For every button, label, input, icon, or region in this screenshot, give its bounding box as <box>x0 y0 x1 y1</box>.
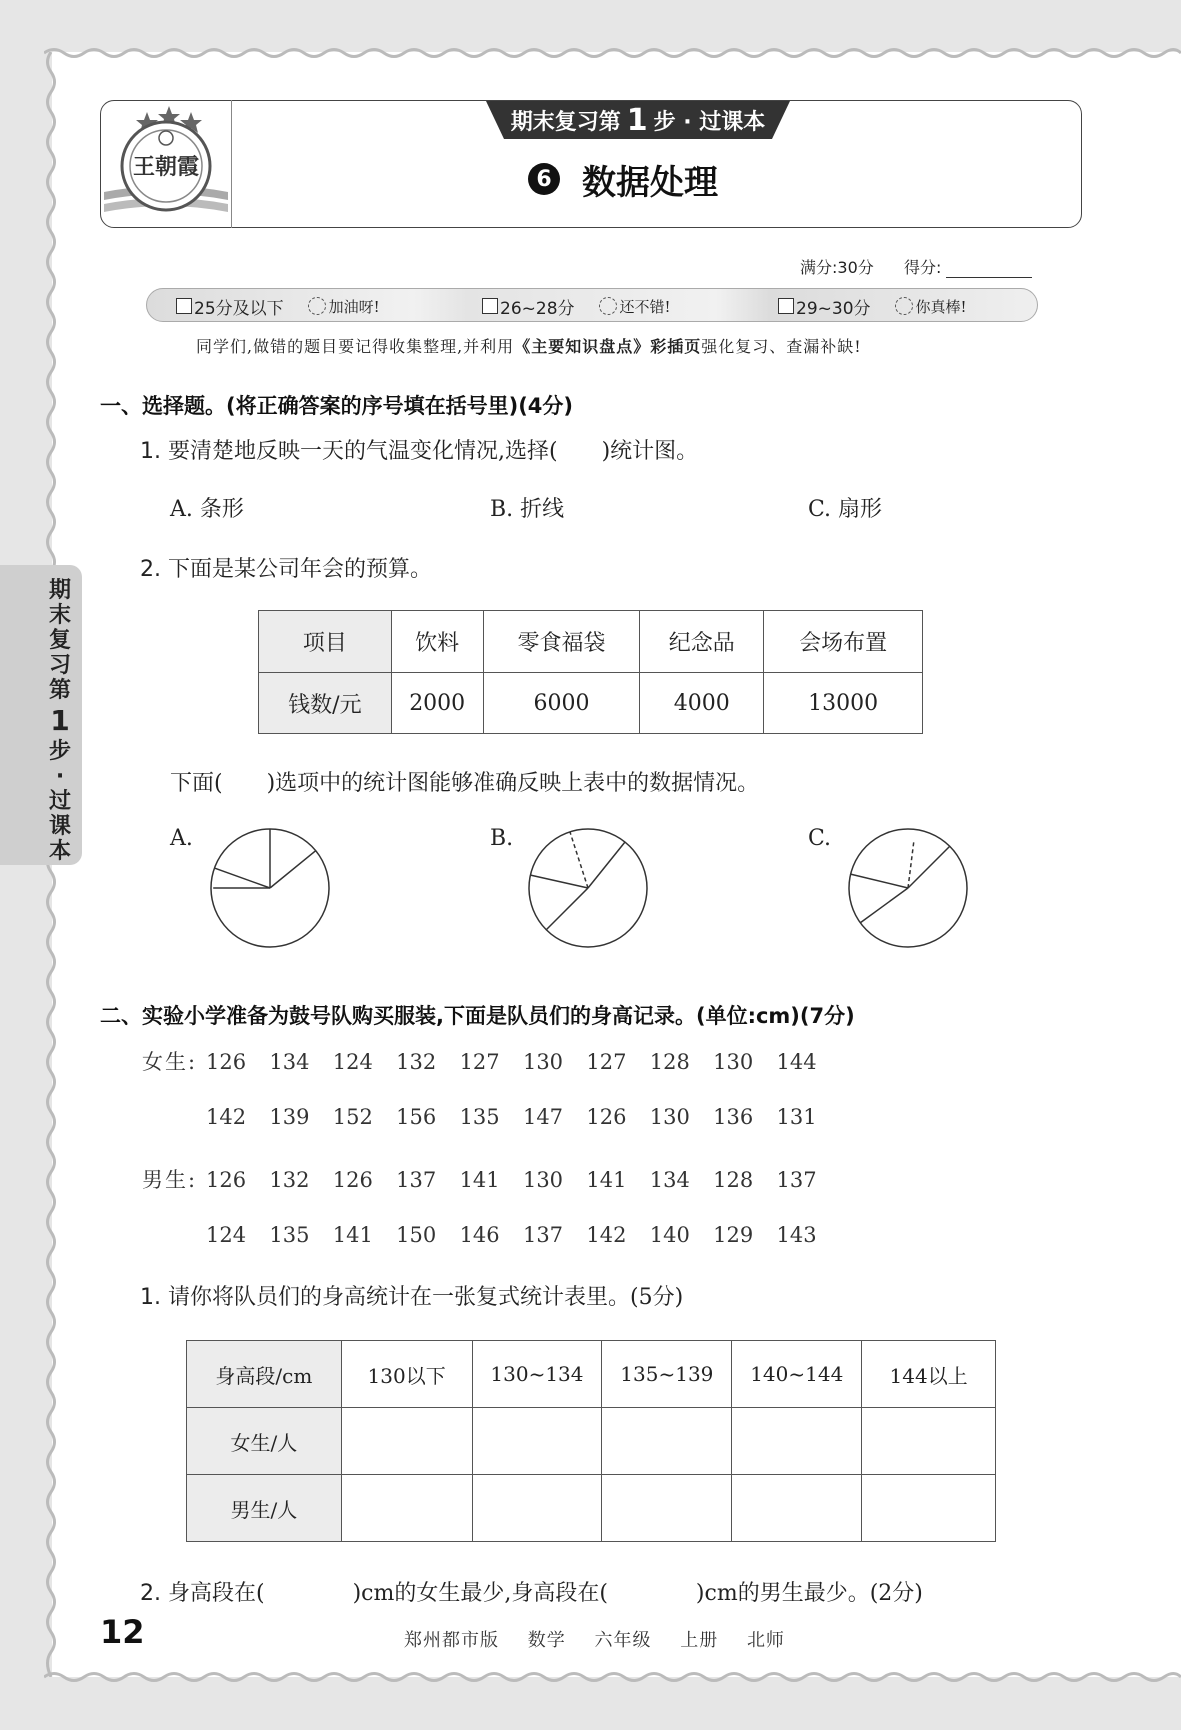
grade-range-mid: 26~28分 <box>500 298 575 319</box>
height-header-cell: 130以下 <box>341 1341 472 1408</box>
budget-header-cell: 饮料 <box>391 611 483 673</box>
girl-height-value: 142 <box>206 1105 247 1129</box>
answer-cell[interactable] <box>602 1408 732 1475</box>
girl-height-value: 132 <box>396 1050 437 1074</box>
s1-q2-text: 下面是某公司年会的预算。 <box>168 557 433 582</box>
boy-height-value: 141 <box>586 1168 627 1192</box>
s1-q1-option-c[interactable]: C. 扇形 <box>808 497 883 522</box>
side-tab-text-b: 步 · 过 课 本 <box>48 739 71 864</box>
boy-height-value: 142 <box>586 1223 627 1247</box>
s1-q2-option-c[interactable]: C. <box>808 826 832 851</box>
s2-q2-text: 身高段在( )cm的女生最少,身高段在( )cm的男生最少。(2分) <box>168 1581 923 1606</box>
height-table-boys-row <box>187 1475 996 1542</box>
answer-cell[interactable] <box>732 1475 862 1542</box>
s1-q1-num: 1. <box>140 439 161 464</box>
budget-value-cell: 钱数/元 <box>259 673 392 734</box>
answer-cell[interactable] <box>341 1475 472 1542</box>
girl-height-value: 144 <box>776 1050 817 1074</box>
boy-height-value: 143 <box>776 1223 817 1247</box>
banner-prefix: 期末复习第 <box>510 109 621 135</box>
s1-q1 <box>140 434 698 465</box>
grade-item-low <box>176 296 380 319</box>
wavy-border-bottom <box>44 1670 1181 1684</box>
grade-checkbox-mid[interactable] <box>482 298 498 314</box>
s1-q2 <box>140 552 432 583</box>
score-blank[interactable] <box>946 262 1032 278</box>
s2-q1-num: 1. <box>140 1285 161 1310</box>
girl-height-value: 128 <box>649 1050 690 1074</box>
wavy-border-top <box>44 46 1181 60</box>
budget-header-cell: 会场布置 <box>764 611 923 673</box>
boy-height-value: 150 <box>396 1223 437 1247</box>
boy-height-value: 130 <box>522 1168 564 1192</box>
girl-height-value: 135 <box>459 1105 500 1129</box>
height-table-header-row <box>187 1341 996 1408</box>
boy-height-value: 141 <box>332 1223 373 1247</box>
footer-publisher: 北师 <box>746 1630 785 1651</box>
reminder-part1: 同学们,做错的题目要记得收集整理,并利用 <box>196 337 515 356</box>
logo-text: 王朝霞 <box>132 154 200 180</box>
budget-header-cell: 纪念品 <box>640 611 764 673</box>
answer-cell[interactable] <box>732 1408 862 1475</box>
boy-height-value: 132 <box>269 1168 310 1192</box>
boys-heights-row-1 <box>142 1164 840 1194</box>
banner-suffix: 步 · 过课本 <box>653 109 766 135</box>
height-row-label: 女生/人 <box>187 1408 342 1475</box>
boy-height-value: 135 <box>269 1223 310 1247</box>
budget-value-cell: 13000 <box>764 673 923 734</box>
grade-range-high: 29~30分 <box>796 298 871 319</box>
footer-info <box>404 1626 807 1652</box>
boy-height-value: 134 <box>649 1168 690 1192</box>
s1-q2-option-b[interactable]: B. <box>490 826 514 851</box>
girl-height-value: 131 <box>776 1105 817 1129</box>
height-header-cell: 135~139 <box>602 1341 732 1408</box>
grade-msg-high: 你真棒! <box>915 297 967 316</box>
grade-checkbox-low[interactable] <box>176 298 192 314</box>
boy-height-value: 137 <box>396 1168 437 1192</box>
full-score-label: 满分:30分 <box>800 258 874 277</box>
height-header-cell: 144以上 <box>862 1341 996 1408</box>
s2-q1-text: 请你将队员们的身高统计在一张复式统计表里。(5分) <box>168 1285 684 1310</box>
review-reminder <box>196 334 862 357</box>
answer-cell[interactable] <box>862 1408 996 1475</box>
girl-height-value: 126 <box>586 1105 627 1129</box>
boys-heights-row-2 <box>206 1223 840 1247</box>
girl-height-value: 156 <box>396 1105 437 1129</box>
girl-height-value: 130 <box>713 1050 754 1074</box>
girl-height-value: 130 <box>649 1105 690 1129</box>
pie-option-b[interactable] <box>526 826 650 950</box>
girl-height-value: 124 <box>332 1050 373 1074</box>
section1-title: 一、选择题。(将正确答案的序号填在括号里)(4分) <box>100 394 574 418</box>
s2-q2 <box>140 1576 923 1607</box>
boy-height-value: 126 <box>332 1168 373 1192</box>
height-stats-table <box>186 1340 996 1542</box>
footer-edition: 郑州都市版 <box>404 1630 499 1651</box>
side-tab-text <box>45 578 75 864</box>
girl-height-value: 134 <box>269 1050 310 1074</box>
boys-label: 男生: <box>142 1168 198 1192</box>
boy-height-value: 146 <box>459 1223 500 1247</box>
score-line <box>800 255 1032 278</box>
budget-value-cell: 6000 <box>483 673 640 734</box>
height-table-girls-row <box>187 1408 996 1475</box>
pie-option-c[interactable] <box>846 826 970 950</box>
answer-cell[interactable] <box>341 1408 472 1475</box>
side-tab-text-a: 期 末 复 习 第 <box>48 578 71 703</box>
s1-q1-option-a[interactable]: A. 条形 <box>170 497 244 522</box>
boy-height-value: 137 <box>522 1223 564 1247</box>
banner-number: 1 <box>626 102 648 138</box>
s1-q2-num: 2. <box>140 557 161 582</box>
footer-volume: 上册 <box>680 1630 719 1651</box>
chapter-title <box>528 156 718 202</box>
grade-msg-mid: 还不错! <box>619 297 671 316</box>
happy-face-icon <box>895 297 913 315</box>
grade-item-high <box>778 296 967 319</box>
height-header-cell: 140~144 <box>732 1341 862 1408</box>
boy-height-value: 124 <box>206 1223 247 1247</box>
budget-table <box>258 610 923 734</box>
side-tab-num: 1 <box>50 704 70 737</box>
answer-cell[interactable] <box>862 1475 996 1542</box>
footer-grade: 六年级 <box>594 1630 652 1651</box>
girls-heights-row-2 <box>206 1105 840 1129</box>
answer-cell[interactable] <box>472 1408 602 1475</box>
girls-heights-row-1 <box>142 1046 840 1076</box>
reminder-part2: 强化复习、查漏补缺! <box>701 337 862 356</box>
budget-header-cell: 零食福袋 <box>483 611 640 673</box>
girl-height-value: 130 <box>522 1050 564 1074</box>
s1-q2-option-a[interactable]: A. <box>170 826 193 851</box>
girls-label: 女生: <box>142 1050 198 1074</box>
budget-value-cell: 2000 <box>391 673 483 734</box>
boy-height-value: 128 <box>713 1168 754 1192</box>
boy-height-value: 137 <box>776 1168 817 1192</box>
answer-cell[interactable] <box>472 1475 602 1542</box>
girl-height-value: 147 <box>522 1105 564 1129</box>
brand-logo-area <box>100 100 232 228</box>
s1-q1-text: 要清楚地反映一天的气温变化情况,选择( )统计图。 <box>168 439 699 464</box>
budget-value-cell: 4000 <box>640 673 764 734</box>
grade-item-mid <box>482 296 671 319</box>
height-header-cell: 身高段/cm <box>187 1341 342 1408</box>
got-score-label: 得分: <box>903 258 942 277</box>
reminder-bold: 《主要知识盘点》彩插页 <box>514 337 702 356</box>
footer-subject: 数学 <box>527 1630 566 1651</box>
page-number: 12 <box>100 1613 145 1651</box>
answer-cell[interactable] <box>602 1475 732 1542</box>
grade-range-low: 25分及以下 <box>194 298 284 319</box>
girl-height-value: 127 <box>586 1050 627 1074</box>
girl-height-value: 136 <box>713 1105 754 1129</box>
s1-q1-option-b[interactable]: B. 折线 <box>490 497 565 522</box>
height-header-cell: 130~134 <box>472 1341 602 1408</box>
budget-header-cell: 项目 <box>259 611 392 673</box>
s1-q2-followup: 下面( )选项中的统计图能够准确反映上表中的数据情况。 <box>170 771 760 796</box>
s2-q2-num: 2. <box>140 1581 161 1606</box>
chapter-number-badge: 6 <box>528 163 560 195</box>
brand-logo <box>100 100 232 228</box>
pie-option-a[interactable] <box>208 826 332 950</box>
budget-table-header-row <box>259 611 923 673</box>
chapter-title-text: 数据处理 <box>582 162 718 203</box>
smile-face-icon <box>599 297 617 315</box>
girl-height-value: 152 <box>332 1105 373 1129</box>
girl-height-value: 139 <box>269 1105 310 1129</box>
boy-height-value: 140 <box>649 1223 690 1247</box>
girl-height-value: 127 <box>459 1050 500 1074</box>
budget-table-value-row <box>259 673 923 734</box>
boy-height-value: 141 <box>459 1168 500 1192</box>
boy-height-value: 129 <box>713 1223 754 1247</box>
grade-msg-low: 加油呀! <box>328 297 380 316</box>
cheer-face-icon <box>308 297 326 315</box>
section2-title: 二、实验小学准备为鼓号队购买服装,下面是队员们的身高记录。(单位:cm)(7分) <box>100 1004 855 1028</box>
height-row-label: 男生/人 <box>187 1475 342 1542</box>
step-banner-text <box>486 101 790 139</box>
grade-checkbox-high[interactable] <box>778 298 794 314</box>
s2-q1 <box>140 1280 683 1311</box>
boy-height-value: 126 <box>206 1168 247 1192</box>
girl-height-value: 126 <box>206 1050 247 1074</box>
